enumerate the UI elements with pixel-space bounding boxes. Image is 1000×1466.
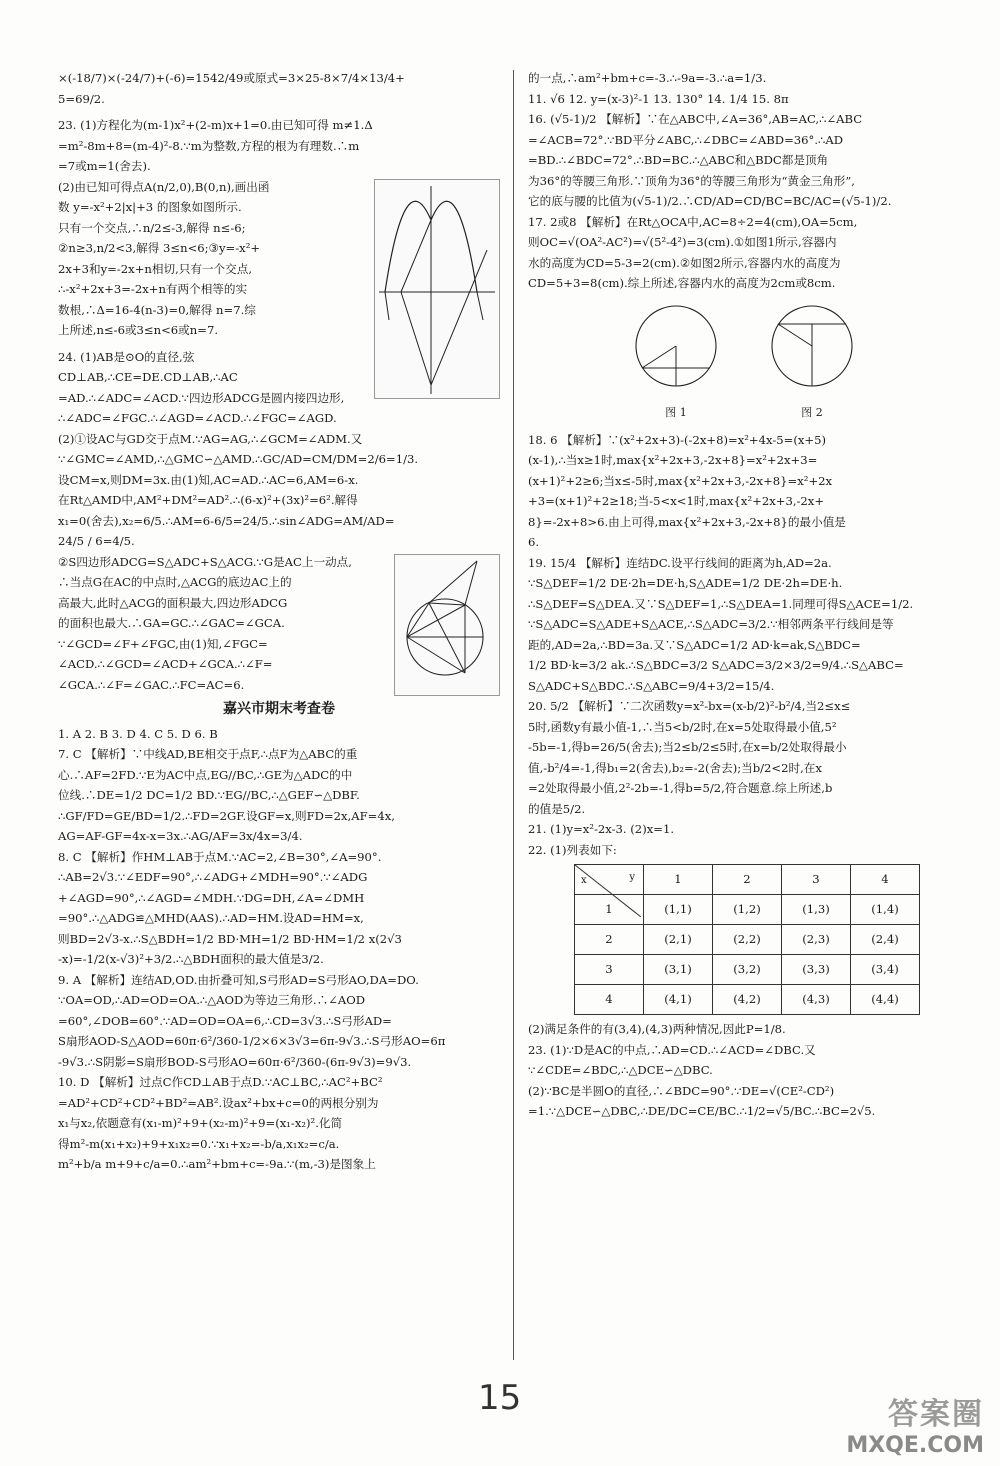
text-line: 5时,函数y有最小值-1,∴当5<b/2时,在x=5处取得最小值,5² [528, 719, 837, 734]
text-line: 24/5 / 6=4/5. [58, 534, 135, 548]
table-cell: (4,2) [713, 985, 782, 1015]
text-line: ∵∠GCD=∠F+∠FGC,由(1)知,∠FGC= [58, 636, 268, 651]
text-line: 2x+3和y=-2x+n相切,只有一个交点, [58, 261, 252, 276]
text-line: 20. 5/2 【解析】∵二次函数y=x²-bx=(x-b/2)²-b²/4,当2≤x≤ [528, 699, 851, 713]
left-block-4 [58, 724, 500, 1175]
text-line: ∴GF/FD=GE/BD=1/2.∴FD=2GF.设GF=x,则FD=2x,AF=4x, [58, 808, 395, 823]
text-line: -5b=-1,得b=26/5(舍去);当2≤b/2≤5时,在x=b/2处取得最小 [528, 740, 847, 754]
text-line: ∵S△DEF=1/2 DE·2h=DE·h,S△ADE=1/2 DE·2h=DE·h. [528, 576, 843, 590]
table-cell: (4,3) [782, 985, 851, 1015]
table-header-row [575, 865, 920, 895]
text-line: 心.∴AF=2FD.∵E为AC中点,EG//BC,∴GE为△ADC的中 [58, 767, 353, 782]
table-cell: (2,2) [713, 925, 782, 955]
table-header-cell: 2 [713, 865, 782, 895]
table-row [575, 925, 920, 955]
text-line: (2)①设AC与GD交于点M.∵AG=AG,∴∠GCM=∠ADM.又 [58, 431, 363, 446]
circle-quadrilateral-figure [394, 554, 500, 696]
text-line: ∵OA=OD,∴AD=OD=OA.∴△AOD为等边三角形.∴∠AOD [58, 993, 366, 1007]
right-column [528, 68, 960, 1122]
text-line: =60°,∠DOB=60°.∵AD=OD=OA=6,∴CD=3√3.∴S弓形AD= [58, 1013, 392, 1028]
figure-1-caption: 图 1 [665, 406, 687, 419]
table-header-cell: 4 [851, 865, 920, 895]
text-line: (2)由已知可得点A(n/2,0),B(0,n),画出函 [58, 179, 270, 194]
watermark-brand: 答案圈 [888, 1397, 984, 1432]
table-header-cell: 3 [782, 865, 851, 895]
text-line: CD=5+3=8(cm).综上所述,容器内水的高度为2cm或8cm. [528, 276, 836, 290]
text-line: ∵∠GMC=∠AMD,∴△GMC∽△AMD.∴GC/AD=CM/DM=2/6=1/3. [58, 452, 419, 466]
table-cell: (1,4) [851, 895, 920, 925]
text-line: 8. C 【解析】作HM⊥AB于点M.∵AC=2,∠B=30°,∠A=90°. [58, 849, 382, 864]
text-line: 的面积也最大.∴GA=GC.∴∠GAC=∠GCA. [58, 616, 285, 630]
table-cell: (2,4) [851, 925, 920, 955]
container-figures [528, 300, 960, 424]
corner-y-label: y [629, 872, 635, 883]
right-block-1 [528, 68, 960, 294]
table-row-header: 4 [575, 985, 644, 1015]
text-line: 的值是5/2. [528, 801, 586, 816]
text-line: =∠ACB=72°.∵BD平分∠ABC,∴∠DBC=∠ABD=36°.∴AD [528, 132, 844, 147]
table-row-header: 3 [575, 955, 644, 985]
text-line: ②n≥3,n/2<3,解得 3≤n<6;③y=-x²+ [58, 241, 261, 255]
text-line: ∴S△DEF=S△DEA.又∵S△DEF=1,∴S△DEA=1.同理可得S△ACE=1/2. [528, 596, 914, 611]
text-line: (x-1),∴当x≥1时,max{x²+2x+3,-2x+8}=x²+2x+3= [528, 453, 818, 467]
table-header-cell: 1 [644, 865, 713, 895]
text-line: +∠AGD=90°,∴∠AGD=∠MDH.∵DG=DH,∠A=∠DMH [58, 890, 365, 905]
text-line: ∠GCA.∴∠F=∠GAC.∴FC=AC=6. [58, 677, 245, 692]
text-line: 高最大,此时△ACG的面积最大,四边形ADCG [58, 595, 288, 610]
text-line: 位线.∴DE=1/2 DC=1/2 BD.∵EG//BC,∴△GEF∽△DBF. [58, 788, 360, 802]
text-line: 9. A 【解析】连结AD,OD.由折叠可知,S弓形AD=S弓形AO,DA=DO. [58, 972, 419, 987]
table-cell: (1,1) [644, 895, 713, 925]
table-row [575, 955, 920, 985]
table-corner-cell [575, 865, 644, 895]
page-number: 15 [478, 1378, 522, 1418]
text-line: ②S四边形ADCG=S△ADC+S△ACG.∵G是AC上一动点, [58, 554, 352, 569]
circle-figure-1 [628, 300, 724, 396]
figure-2-caption: 图 2 [801, 406, 823, 419]
text-line: (2)∵BC是半圆O的直径,∴∠BDC=90°.∵DE=√(CE²-CD²) [528, 1083, 835, 1098]
right-block-2 [528, 430, 960, 861]
table-cell: (1,3) [782, 895, 851, 925]
text-line: 19. 15/4 【解析】连结DC.设平行线间的距离为h,AD=2a. [528, 555, 832, 570]
figure-1 [628, 300, 724, 424]
left-block-1 [58, 68, 500, 109]
text-line: =2处取得最小值,2²-2b=-1,得b=5/2,符合题意.综上所述,b [528, 781, 833, 795]
text-line: 的一点,∴am²+bm+c=-3.∴-9a=-3.∴a=1/3. [528, 71, 767, 85]
text-line: 1/2 BD·k=3/2 ak.∴S△BDC=3/2 S△ADC=3/2×3/2=9/4.∴S△ABC= [528, 658, 904, 672]
text-line: 则OC=√(OA²-AC²)=√(5²-4²)=3(cm).①如图1所示,容器内 [528, 235, 837, 249]
text-line: =90°.∴△ADG≌△MHD(AAS).∴AD=HM.设AD=HM=x, [58, 911, 364, 925]
section-title: 嘉兴市期末考查卷 [223, 701, 335, 717]
watermark-url: MXQE.COM [846, 1433, 984, 1458]
table-cell: (3,3) [782, 955, 851, 985]
table-cell: (1,2) [713, 895, 782, 925]
text-line: 23. (1)方程化为(m-1)x²+(2-m)x+1=0.由已知可得 m≠1.Δ [58, 118, 373, 132]
text-line: -9√3.∴S阴影=S扇形BOD-S弓形AO=60π·6²/360-(6π-9√3)=9√3. [58, 1054, 412, 1069]
table-row [575, 985, 920, 1015]
outcome-table [574, 864, 920, 1015]
text-line: ∴当点G在AC的中点时,△ACG的底边AC上的 [58, 575, 292, 589]
text-line: ×(-18/7)×(-24/7)+(-6)=1542/49或原式=3×25-8×7/4×13/4+ [58, 71, 405, 85]
text-line: ∵∠CDE=∠BDC,∴△DCE∽△DBC. [528, 1063, 713, 1077]
text-line: 17. 2或8 【解析】在Rt△OCA中,AC=8÷2=4(cm),OA=5cm, [528, 214, 858, 229]
circle-geometry [395, 555, 499, 695]
corner-x-label: x [581, 874, 587, 886]
text-line: 8}=-2x+8>6.由上可得,max{x²+2x+3,-2x+8}的最小值是 [528, 514, 846, 529]
text-line: =7或m=1(舍去). [58, 159, 151, 173]
text-line: ∵S△ADC=S△ADE+S△ACE,∴S△ADC=3/2.∵相邻两条平行线间是等 [528, 617, 894, 631]
watermark [846, 1389, 984, 1458]
column-divider [513, 70, 514, 1360]
table-cell: (3,4) [851, 955, 920, 985]
text-line: 16. (√5-1)/2 【解析】∵在△ABC中,∠A=36°,AB=AC,∴∠ABC [528, 112, 863, 126]
text-line: =BD.∴∠BDC=72°.∴BD=BC.∴△ABC和△BDC都是顶角 [528, 153, 829, 167]
text-line: 它的底与腰的比值为(√5-1)/2.∴CD/AD=CD/BC=BC/AC=(√5-1)/2. [528, 194, 892, 208]
text-line: 7. C 【解析】∵中线AD,BE相交于点F,∴点F为△ABC的重 [58, 747, 358, 761]
left-column [58, 68, 500, 1175]
text-line: x₁=0(舍去),x₂=6/5.∴AM=6-6/5=24/5.∴sin∠ADG=AM/AD= [58, 513, 395, 528]
text-line: 为36°的等腰三角形.∵顶角为36°的等腰三角形为“黄金三角形”, [528, 173, 855, 188]
text-line: 在Rt△AMD中,AM²+DM²=AD².∴(6-x)²+(3x)²=6².解得 [58, 493, 358, 507]
text-line: =AD.∴∠ADC=∠ACD.∵四边形ADCG是圆内接四边形, [58, 390, 345, 405]
parabola-graph [375, 180, 499, 398]
text-line: ∴AB=2√3.∵∠EDF=90°,∴∠ADG+∠MDH=90°.∵∠ADG [58, 870, 368, 884]
table-cell: (4,1) [644, 985, 713, 1015]
text-line: 10. D 【解析】过点C作CD⊥AB于点D.∵AC⊥BC,∴AC²+BC² [58, 1075, 383, 1089]
text-line: 24. (1)AB是⊙O的直径,弦CD⊥AB,∴CE=DE.CD⊥AB,∴AC [58, 349, 238, 384]
text-line: (2)满足条件的有(3,4),(4,3)两种情况,因此P=1/8. [528, 1022, 786, 1036]
text-line: 22. (1)列表如下: [528, 842, 617, 857]
table-cell: (3,2) [713, 955, 782, 985]
text-line: 水的高度为CD=5-3=2(cm).②如图2所示,容器内水的高度为 [528, 255, 841, 270]
circle-figure-2 [764, 300, 860, 396]
text-line: 值,-b²/4=-1,得b₁=2(舍去),b₂=-2(舍去);当b/2<2时,在x [528, 760, 822, 775]
table-cell: (2,1) [644, 925, 713, 955]
text-line: 数 y=-x²+2|x|+3 的图象如图所示. [58, 200, 242, 214]
text-line: AG=AF-GF=4x-x=3x.∴AG/AF=3x/4x=3/4. [58, 829, 303, 843]
text-line: 则BD=2√3-x.∴S△BDH=1/2 BD·MH=1/2 BD·HM=1/2 x(2√3 [58, 931, 402, 946]
text-line: 11. √6 12. y=(x-3)²-1 13. 130° 14. 1/4 15. 8π [528, 91, 789, 106]
table-cell: (2,3) [782, 925, 851, 955]
figure-2 [764, 300, 860, 424]
table-cell: (4,4) [851, 985, 920, 1015]
table-row-header: 1 [575, 895, 644, 925]
text-line: 得m²-m(x₁+x₂)+9+x₁x₂=0.∵x₁+x₂=-b/a,x₁x₂=c/a. [58, 1136, 340, 1151]
text-line: 6. [528, 535, 540, 549]
text-line: S扇形AOD-S△AOD=60π·6²/360-1/2×6×3√3=6π-9√3.∴S弓形AO=6π [58, 1034, 446, 1048]
text-line: 距的,AD=2a,∴BD=3a.又∵S△ADC=1/2 AD·k=ak,S△BDC= [528, 637, 861, 652]
text-line: (x+1)²+2≥6;当x≤-5时,max{x²+2x+3,-2x+8}=x²+2x [528, 473, 833, 488]
text-line: 1. A 2. B 3. D 4. C 5. D 6. B [58, 726, 218, 741]
text-line: m²+b/a m+9+c/a=0.∴am²+bm+c=-9a.∵(m,-3)是图象上 [58, 1157, 376, 1171]
right-block-3 [528, 1019, 960, 1122]
text-line: 5=69/2. [58, 91, 105, 106]
table-row-header: 2 [575, 925, 644, 955]
text-line: 23. (1)∵D是AC的中点,∴AD=CD.∴∠ACD=∠DBC.又 [528, 1042, 816, 1057]
table-cell: (3,1) [644, 955, 713, 985]
text-line: ∴-x²+2x+3=-2x+n有两个相等的实 [58, 282, 248, 296]
text-line: 上所述,n≤-6或3≤n<6或n=7. [58, 323, 219, 337]
text-line: 设CM=x,则DM=3x.由(1)知,AC=AD.∴AC=6,AM=6-x. [58, 472, 359, 487]
text-line: x₁与x₂,依题意有(x₁-m)²+9+(x₂-m)²+9=(x₁-x₂)².化简 [58, 1116, 343, 1130]
text-line: S△ADC+S△BDC.∴S△ABC=9/4+3/2=15/4. [528, 678, 775, 693]
text-line: =AD²+CD²+CD²+BD²=AB².设ax²+bx+c=0的两根分别为 [58, 1095, 379, 1110]
text-line: ∠ACD.∴∠GCD=∠ACD+∠GCA.∴∠F= [58, 657, 273, 671]
text-line: -x)=-1/2(x-√3)²+3/2.∴△BDH面积的最大值是3/2. [58, 952, 324, 966]
text-line: +3=(x+1)²+2≥18;当-5<x<1时,max{x²+2x+3,-2x+ [528, 494, 825, 508]
left-block-3 [58, 347, 500, 696]
text-line: =m²-8m+8=(m-4)²-8.∵m为整数,方程的根为有理数.∴m [58, 138, 360, 153]
text-line: =1.∵△DCE∽△DBC,∴DE/DC=CE/BC.∴1/2=√5/BC.∴BC=2√5. [528, 1104, 876, 1118]
text-line: 数根,∴Δ=16-4(n-3)=0,解得 n=7.综 [58, 302, 256, 317]
text-line: 21. (1)y=x²-2x-3. (2)x=1. [528, 822, 675, 836]
text-line: ∴∠ADC=∠FGC.∴∠AGD=∠ACD.∴∠FGC=∠AGD. [58, 411, 337, 425]
left-block-2 [58, 115, 500, 341]
text-line: 只有一个交点,∴n/2≤-3,解得 n≤-6; [58, 220, 246, 235]
text-line: 18. 6 【解析】∵(x²+2x+3)-(-2x+8)=x²+4x-5=(x+5) [528, 432, 827, 447]
parabola-figure [374, 179, 500, 399]
